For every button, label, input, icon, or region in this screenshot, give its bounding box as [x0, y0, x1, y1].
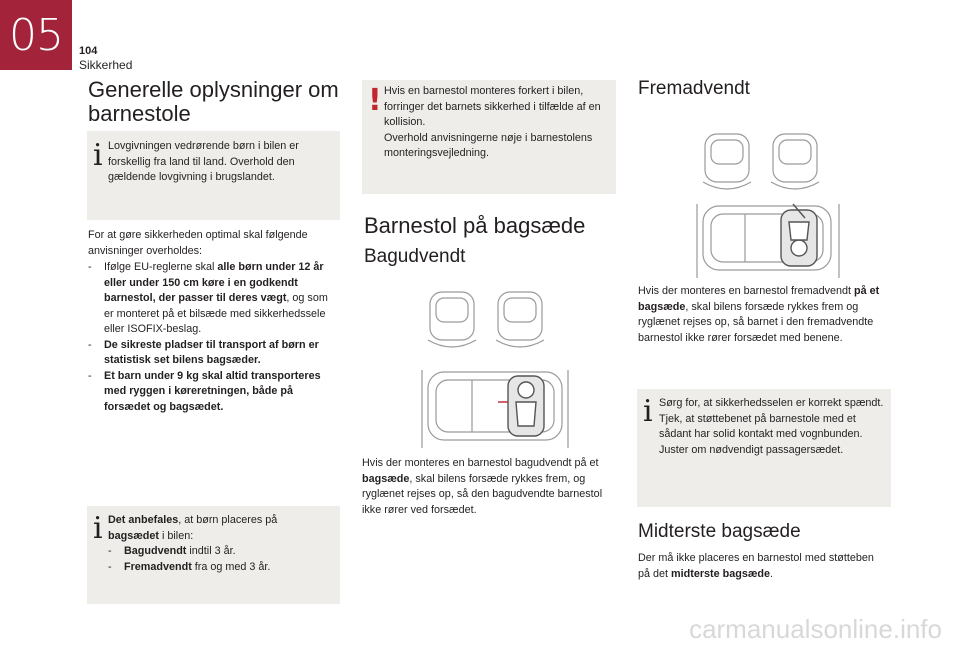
bullet-dash: -	[88, 338, 92, 351]
car-seats-diagram	[693, 128, 843, 278]
bullet-dash: -	[108, 545, 112, 557]
para-bold: på et bagsæde	[638, 285, 880, 313]
info-icon: i	[643, 394, 653, 429]
info-text	[108, 513, 330, 575]
list-item-bold: Et barn under 9 kg skal altid transporteres med ryggen i køreretningen, både på forsædet og bagsædet.	[104, 369, 321, 413]
middle-seat-text	[638, 551, 888, 582]
list-item-text: indtil 3 år.	[186, 545, 236, 557]
car-seats-diagram	[420, 280, 570, 450]
intro-text: For at gøre sikkerheden optimal skal følgende anvisninger overholdes:	[88, 229, 308, 257]
warning-line: Overhold anvisningerne nøje i barnestolens monteringsvejledning.	[384, 131, 593, 159]
rear-facing-illustration	[420, 280, 570, 450]
forward-facing-illustration	[693, 128, 843, 278]
list-item-text: fra og med 3 år.	[191, 560, 271, 573]
recommendation-list	[108, 544, 330, 575]
para-text: .	[770, 567, 774, 580]
chapter-tab	[0, 0, 72, 70]
subtitle-middle-seat: Midterste bagsæde	[638, 521, 801, 542]
page-title-line2: barnestole	[88, 101, 191, 126]
para-text: Hvis der monteres en barnestol bagudvendt på et	[362, 457, 599, 469]
list-item	[88, 260, 340, 338]
info-text: Lovgivningen vedrørende børn i bilen er forskellig fra land til land. Overhold den gældende lovgivning i brugslandet.	[108, 140, 299, 183]
para-bold: midterste bagsæde	[671, 567, 771, 580]
info-span: , at børn placeres på	[178, 514, 278, 526]
list-item-text: Ifølge EU-reglerne skal	[104, 261, 218, 273]
page-title	[88, 78, 343, 126]
section-label: Sikkerhed	[79, 58, 133, 72]
bullet-dash: -	[108, 560, 112, 573]
warning-line: Hvis en barnestol monteres forkert i bilen, forringer det barnets sikkerhed i tilfælde af en kollision.	[384, 85, 601, 128]
safety-instructions	[88, 228, 340, 415]
info-box-recommendation	[87, 506, 340, 604]
info-line: Tjek, at støttebenet på barnestole med et sådant har solid kontakt med vognbunden.	[659, 412, 863, 440]
info-box-legislation	[87, 131, 340, 220]
warning-icon: !	[368, 83, 382, 118]
info-line: Juster om nødvendigt passagersædet.	[659, 443, 844, 456]
info-text	[659, 396, 885, 458]
info-icon: i	[93, 511, 103, 546]
list-item-bold: Bagudvendt	[124, 545, 187, 557]
list-item	[88, 338, 340, 369]
list-item-text: , og som er monteret på et bilsæde med sikkerhedssele eller ISOFIX-beslag.	[104, 292, 328, 335]
info-bold: bagsædet	[108, 529, 159, 542]
instruction-list	[88, 260, 340, 415]
subtitle-rear-facing: Bagudvendt	[364, 246, 466, 267]
warning-text	[384, 84, 610, 162]
section-title-rear-seat: Barnestol på bagsæde	[364, 213, 586, 238]
list-item	[88, 369, 340, 416]
para-text: , skal bilens forsæde rykkes frem og ryglænet rejses op, så barnet i den fremadvendte barnestol ikke rører forsædet med benene.	[638, 300, 874, 344]
list-item-bold: De sikreste pladser til transport af børn er statistisk set bilens bagsæder.	[104, 338, 319, 366]
info-bold: Det anbefales	[108, 514, 179, 526]
page-title-line1: Generelle oplysninger om	[88, 77, 339, 102]
para-text: Der må ikke placeres en barnestol med støtteben på det	[638, 552, 874, 580]
watermark: carmanualsonline.info	[689, 614, 942, 644]
list-item	[108, 560, 330, 576]
para-text: , skal bilens forsæde rykkes frem, og ryglænet rejses op, så den bagudvendte barnestol ikke rører ved forsædet.	[362, 472, 603, 516]
chapter-number: 05	[9, 9, 63, 61]
para-bold: bagsæde	[362, 472, 410, 485]
list-item-bold: alle børn under 12 år eller under 150 cm køre i en godkendt barnestol, der passer til deres vægt	[104, 261, 324, 304]
info-icon: i	[93, 138, 103, 173]
bullet-dash: -	[88, 369, 92, 382]
subtitle-forward-facing: Fremadvendt	[638, 78, 750, 99]
info-line: Sørg for, at sikkerhedsselen er korrekt spændt.	[659, 397, 884, 409]
info-span: i bilen:	[159, 529, 194, 542]
list-item-bold: Fremadvendt	[124, 560, 192, 573]
list-item	[108, 544, 330, 560]
info-box-seatbelt	[637, 389, 891, 507]
warning-box	[362, 80, 616, 194]
bullet-dash: -	[88, 261, 92, 273]
forward-facing-text	[638, 284, 888, 346]
page-number: 104	[79, 45, 98, 57]
para-text: Hvis der monteres en barnestol fremadvendt	[638, 285, 855, 297]
rear-facing-text	[362, 456, 618, 518]
